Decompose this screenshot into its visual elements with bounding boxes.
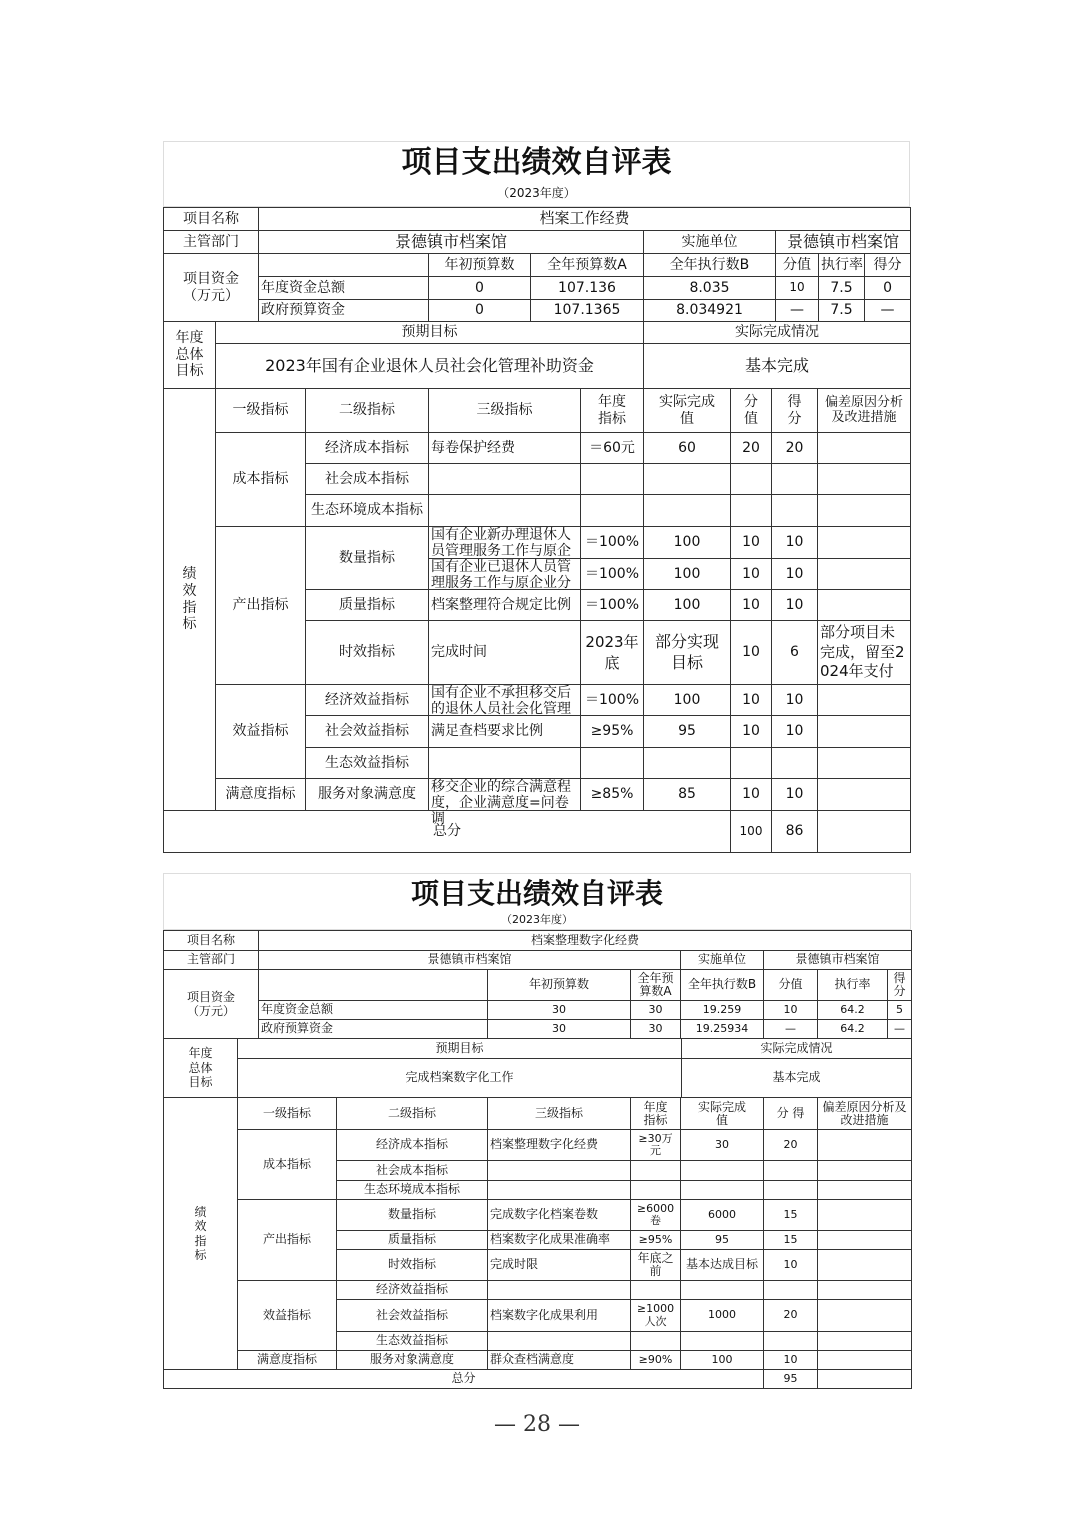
funds-row	[164, 300, 911, 322]
blank-cell	[259, 254, 429, 277]
funds-header: 执行率	[818, 970, 888, 1001]
funds-value: 107.1365	[531, 300, 644, 322]
actual-value: 100	[644, 527, 731, 559]
perf-row	[164, 685, 911, 716]
note	[818, 779, 911, 811]
weight: 10	[731, 716, 772, 748]
funds-unit: （万元）	[186, 1004, 235, 1018]
target: ＝100%	[581, 590, 644, 621]
score: 20	[764, 1300, 818, 1332]
target: ＝60元	[581, 433, 644, 464]
perf-header: 实际完成值	[681, 1098, 764, 1130]
target: ≥90%	[631, 1351, 681, 1370]
level2: 时效指标	[306, 621, 429, 685]
target: ≥85%	[581, 779, 644, 811]
actual-value	[681, 1332, 764, 1351]
perf-label: 绩效指标	[164, 1098, 238, 1370]
note	[818, 1231, 912, 1250]
level1-cost: 成本指标	[216, 433, 306, 527]
funds-value: 64.2	[818, 1020, 888, 1039]
score	[764, 1181, 818, 1200]
actual-value: 85	[644, 779, 731, 811]
table1	[163, 141, 910, 853]
total-weight: 100	[731, 811, 772, 853]
level3: 每卷保护经费	[429, 433, 581, 464]
funds-label-text: 项目资金	[186, 989, 235, 1004]
funds-header: 全年执行数B	[644, 254, 776, 277]
perf-row	[164, 1281, 912, 1300]
dept-label: 主管部门	[164, 231, 259, 254]
funds-value: 10	[764, 1001, 818, 1020]
funds-value: 19.259	[681, 1001, 764, 1020]
level2: 质量指标	[306, 590, 429, 621]
target: 年底之前	[631, 1250, 681, 1281]
level3-text: 国有企业已退休人员管理服务工作与原企业分	[431, 559, 571, 591]
funds-row-label: 年度资金总额	[259, 1001, 488, 1020]
level3: 档案数字化成果利用	[488, 1300, 631, 1332]
note	[818, 1281, 912, 1300]
dept-label: 主管部门	[164, 951, 259, 970]
score: 20	[772, 433, 818, 464]
funds-value: 8.034921	[644, 300, 776, 322]
actual-value: 30	[681, 1130, 764, 1161]
level2: 社会效益指标	[337, 1300, 488, 1332]
weight: 20	[731, 433, 772, 464]
funds-value: 7.5	[819, 300, 865, 322]
actual-value: 6000	[681, 1200, 764, 1231]
level3: 完成时限	[488, 1250, 631, 1281]
note	[818, 1250, 912, 1281]
actual-value: 60	[644, 433, 731, 464]
target: ≥1000人次	[631, 1300, 681, 1332]
level3	[488, 1161, 631, 1181]
level3	[429, 779, 581, 827]
level3: 档案数字化成果准确率	[488, 1231, 631, 1250]
level1-benefit: 效益指标	[238, 1281, 337, 1351]
total-row	[164, 1370, 912, 1389]
level3: 完成时间	[429, 621, 581, 685]
perf-header: 分 得	[764, 1098, 818, 1130]
impl-value: 景德镇市档案馆	[764, 951, 912, 970]
weight: 10	[731, 527, 772, 559]
perf-header: 实际完成值	[644, 389, 731, 433]
level3	[488, 1332, 631, 1351]
target: 2023年底	[581, 621, 644, 685]
note	[818, 1351, 912, 1370]
target: ＝100%	[581, 559, 644, 590]
perf-header: 一级指标	[216, 389, 306, 433]
level2: 经济成本指标	[337, 1130, 488, 1161]
level3-text: 移交企业的综合满意程度，企业满意度=问卷调	[431, 779, 571, 827]
funds-value: 7.5	[819, 277, 865, 300]
total-row	[164, 811, 911, 853]
score: 20	[764, 1130, 818, 1161]
expected-label: 预期目标	[216, 322, 644, 344]
note	[818, 1332, 912, 1351]
actual-result: 基本完成	[682, 1059, 912, 1098]
actual-value	[644, 464, 731, 495]
weight	[731, 748, 772, 779]
note	[818, 559, 911, 590]
actual-label: 实际完成情况	[644, 322, 911, 344]
perf-header: 偏差原因分析及改进措施	[818, 1098, 912, 1130]
level2: 经济效益指标	[337, 1281, 488, 1300]
expected-label: 预期目标	[238, 1039, 682, 1059]
score	[772, 748, 818, 779]
table2-year: （2023年度）	[163, 911, 911, 930]
note	[818, 1200, 912, 1231]
level2: 时效指标	[337, 1250, 488, 1281]
weight: 10	[731, 590, 772, 621]
weight: 10	[731, 685, 772, 716]
actual-value: 95	[681, 1231, 764, 1250]
level3	[488, 1181, 631, 1200]
perf-header: 年度指标	[581, 389, 644, 433]
target	[631, 1281, 681, 1300]
funds-value: 10	[776, 277, 819, 300]
impl-value: 景德镇市档案馆	[776, 231, 911, 254]
expected-goal: 2023年国有企业退休人员社会化管理补助资金	[216, 344, 644, 389]
table1-year: （2023年度）	[163, 181, 910, 207]
funds-header: 年初预算数	[488, 970, 631, 1001]
level2: 经济效益指标	[306, 685, 429, 716]
score: 10	[772, 716, 818, 748]
perf-header: 分值	[731, 389, 772, 433]
target	[581, 495, 644, 527]
funds-value: 64.2	[818, 1001, 888, 1020]
funds-value: 8.035	[644, 277, 776, 300]
level3	[429, 464, 581, 495]
perf-row	[164, 1130, 912, 1161]
funds-value: 30	[488, 1001, 631, 1020]
page-number: — 28 —	[494, 1412, 580, 1437]
level3	[429, 685, 581, 716]
total-score: 95	[764, 1370, 818, 1389]
score: 10	[772, 559, 818, 590]
funds-header: 全年执行数B	[681, 970, 764, 1001]
target: ＝100%	[581, 685, 644, 716]
funds-header: 分值	[776, 254, 819, 277]
target	[581, 748, 644, 779]
funds-label-text: 项目资金	[183, 270, 239, 287]
level3-text: 国有企业不承担移交后的退休人员社会化管理	[431, 685, 571, 717]
note	[818, 748, 911, 779]
score	[772, 464, 818, 495]
score: 10	[764, 1351, 818, 1370]
score	[764, 1161, 818, 1181]
funds-header: 得分	[888, 970, 912, 1001]
table2-perf-section	[163, 1097, 912, 1389]
score	[772, 495, 818, 527]
table1-title: 项目支出绩效自评表	[163, 141, 910, 181]
funds-value: 5	[888, 1001, 912, 1020]
perf-header: 二级指标	[306, 389, 429, 433]
total-label: 总分	[164, 1370, 764, 1389]
funds-header: 执行率	[819, 254, 865, 277]
actual-value: 95	[644, 716, 731, 748]
note	[818, 527, 911, 559]
funds-value: 0	[865, 277, 911, 300]
level3	[429, 495, 581, 527]
level2: 社会成本指标	[306, 464, 429, 495]
level1-output: 产出指标	[216, 527, 306, 685]
actual-value: 100	[681, 1351, 764, 1370]
funds-value: 30	[488, 1020, 631, 1039]
note	[818, 716, 911, 748]
level3-text: 国有企业新办理退休人员管理服务工作与原企	[431, 527, 571, 559]
funds-header: 全年预算数A	[531, 254, 644, 277]
score: 10	[772, 527, 818, 559]
level3: 群众查档满意度	[488, 1351, 631, 1370]
note	[818, 495, 911, 527]
funds-label	[164, 254, 259, 322]
target: ≥30万元	[631, 1130, 681, 1161]
funds-value: 107.136	[531, 277, 644, 300]
funds-value: 0	[429, 300, 531, 322]
score: 15	[764, 1231, 818, 1250]
funds-row	[164, 1001, 912, 1020]
level3: 满足查档要求比例	[429, 716, 581, 748]
table2	[163, 873, 911, 1389]
dept-value: 景德镇市档案馆	[259, 951, 681, 970]
funds-value: 30	[631, 1001, 681, 1020]
perf-header: 一级指标	[238, 1098, 337, 1130]
funds-row	[164, 1020, 912, 1039]
perf-row	[164, 1351, 912, 1370]
target	[581, 464, 644, 495]
level2: 生态效益指标	[306, 748, 429, 779]
note	[818, 811, 911, 853]
score	[764, 1332, 818, 1351]
target: ≥95%	[581, 716, 644, 748]
table2-goal-section	[163, 1038, 912, 1098]
funds-value: 30	[631, 1020, 681, 1039]
note	[818, 1300, 912, 1332]
name-label: 项目名称	[164, 208, 259, 231]
funds-header: 年初预算数	[429, 254, 531, 277]
actual-value: 100	[644, 685, 731, 716]
funds-row	[164, 277, 911, 300]
score: 15	[764, 1200, 818, 1231]
funds-unit: （万元）	[183, 287, 239, 304]
perf-header: 年度指标	[631, 1098, 681, 1130]
funds-value: —	[865, 300, 911, 322]
level2: 社会效益指标	[306, 716, 429, 748]
target: ≥95%	[631, 1231, 681, 1250]
weight	[731, 495, 772, 527]
actual-value	[681, 1161, 764, 1181]
blank-cell	[259, 970, 488, 1001]
actual-value	[681, 1181, 764, 1200]
level3	[429, 748, 581, 779]
note	[818, 464, 911, 495]
funds-value: —	[764, 1020, 818, 1039]
funds-header: 得分	[865, 254, 911, 277]
note: 部分项目未完成，留至2024年支付	[818, 621, 911, 685]
target	[631, 1332, 681, 1351]
actual-value: 1000	[681, 1300, 764, 1332]
table1-perf-section	[163, 388, 911, 853]
actual-value	[681, 1281, 764, 1300]
score: 6	[772, 621, 818, 685]
funds-row-label: 年度资金总额	[259, 277, 429, 300]
level2: 服务对象满意度	[306, 779, 429, 811]
level3: 档案整理数字化经费	[488, 1130, 631, 1161]
target: ＝100%	[581, 527, 644, 559]
expected-goal: 完成档案数字化工作	[238, 1059, 682, 1098]
perf-label: 绩效指标	[164, 389, 216, 811]
funds-value: —	[888, 1020, 912, 1039]
project-name: 档案整理数字化经费	[259, 931, 912, 951]
total-score: 86	[772, 811, 818, 853]
actual-value: 基本达成目标	[681, 1250, 764, 1281]
score	[764, 1281, 818, 1300]
funds-row-label: 政府预算资金	[259, 300, 429, 322]
funds-value: 0	[429, 277, 531, 300]
level1-benefit: 效益指标	[216, 685, 306, 779]
funds-row-label: 政府预算资金	[259, 1020, 488, 1039]
actual-result: 基本完成	[644, 344, 911, 389]
table2-title: 项目支出绩效自评表	[163, 873, 911, 911]
level1-cost: 成本指标	[238, 1130, 337, 1200]
level2: 数量指标	[306, 527, 429, 590]
level2: 经济成本指标	[306, 433, 429, 464]
impl-label: 实施单位	[644, 231, 776, 254]
project-name: 档案工作经费	[259, 208, 911, 231]
weight: 10	[731, 559, 772, 590]
weight	[731, 464, 772, 495]
score: 10	[772, 590, 818, 621]
perf-row	[164, 527, 911, 559]
level1-satisfaction: 满意度指标	[216, 779, 306, 811]
impl-label: 实施单位	[681, 951, 764, 970]
score: 10	[772, 779, 818, 811]
score: 10	[772, 685, 818, 716]
table1-goal-section	[163, 321, 911, 389]
actual-label: 实际完成情况	[682, 1039, 912, 1059]
note	[818, 685, 911, 716]
actual-value: 部分实现目标	[644, 621, 731, 685]
actual-value: 100	[644, 559, 731, 590]
table1-funds-section	[163, 207, 911, 322]
level3	[429, 527, 581, 559]
funds-value: —	[776, 300, 819, 322]
funds-label	[164, 970, 259, 1039]
goal-label: 年度总体目标	[164, 322, 216, 389]
funds-header: 分值	[764, 970, 818, 1001]
target	[631, 1161, 681, 1181]
perf-header: 二级指标	[337, 1098, 488, 1130]
note	[818, 1370, 912, 1389]
funds-value: 19.25934	[681, 1020, 764, 1039]
level3: 完成数字化档案卷数	[488, 1200, 631, 1231]
weight: 10	[731, 779, 772, 811]
perf-header: 得分	[772, 389, 818, 433]
perf-row	[164, 433, 911, 464]
total-label: 总分	[164, 811, 731, 853]
target	[631, 1181, 681, 1200]
level2: 质量指标	[337, 1231, 488, 1250]
goal-label: 年度总体目标	[164, 1039, 238, 1098]
table2-funds-section	[163, 930, 912, 1039]
name-label: 项目名称	[164, 931, 259, 951]
level2: 生态环境成本指标	[306, 495, 429, 527]
level2: 生态环境成本指标	[337, 1181, 488, 1200]
weight: 10	[731, 621, 772, 685]
note	[818, 1181, 912, 1200]
funds-header: 全年预算数A	[631, 970, 681, 1001]
score: 10	[764, 1250, 818, 1281]
target: ≥6000卷	[631, 1200, 681, 1231]
level2: 服务对象满意度	[337, 1351, 488, 1370]
actual-value	[644, 495, 731, 527]
level2: 社会成本指标	[337, 1161, 488, 1181]
perf-row	[164, 1200, 912, 1231]
dept-value: 景德镇市档案馆	[259, 231, 644, 254]
level2: 生态效益指标	[337, 1332, 488, 1351]
note	[818, 433, 911, 464]
actual-value	[644, 748, 731, 779]
perf-row	[164, 779, 911, 811]
level1-satisfaction: 满意度指标	[238, 1351, 337, 1370]
level1-output: 产出指标	[238, 1200, 337, 1281]
perf-header: 偏差原因分析及改进措施	[818, 389, 911, 433]
perf-header: 三级指标	[429, 389, 581, 433]
note	[818, 1161, 912, 1181]
perf-header: 三级指标	[488, 1098, 631, 1130]
note	[818, 1130, 912, 1161]
level2: 数量指标	[337, 1200, 488, 1231]
note	[818, 590, 911, 621]
actual-value: 100	[644, 590, 731, 621]
level3: 档案整理符合规定比例	[429, 590, 581, 621]
level3	[429, 559, 581, 590]
level3	[488, 1281, 631, 1300]
